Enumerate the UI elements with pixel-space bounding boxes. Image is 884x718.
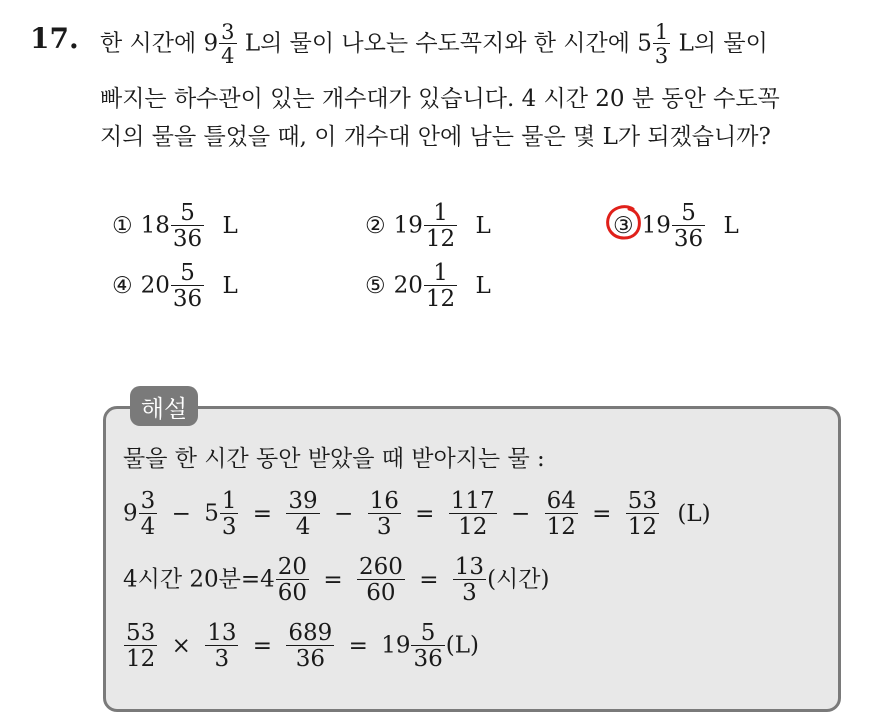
fraction: $\frac{5}{36}$: [172, 200, 203, 252]
question-text: L의 물이 나오는 수도꼭지와 한 시간에 5: [244, 30, 652, 57]
solution-line-2: 9 $\frac{3}{4}$ − 5 $\frac{1}{3}$ = $\frac{39}{4}$ − $\frac{16}{3}$ = $\frac{117}{12}$ − $\frac{64}{12}$ = $\frac{53}{12}$ (L): [123, 488, 711, 540]
choice-4[interactable]: ④ 20 $\frac{5}{36}$ L: [112, 260, 238, 312]
solution-line-1: 물을 한 시간 동안 받았을 때 받아지는 물 :: [123, 446, 545, 472]
fraction: $\frac{64}{12}$: [546, 488, 576, 540]
fraction: $\frac{1}{12}$: [425, 200, 456, 252]
fraction: $\frac{1}{3}$: [654, 20, 669, 68]
fraction: $\frac{53}{12}$: [126, 620, 156, 672]
fraction: $\frac{3}{4}$: [221, 20, 235, 68]
question-line-1: [100, 22, 768, 67]
choice-1[interactable]: ① 18 $\frac{5}{36}$ L: [112, 200, 238, 252]
fraction: $\frac{13}{3}$: [454, 554, 485, 606]
fraction: $\frac{5}{36}$: [413, 620, 443, 672]
fraction: $\frac{53}{12}$: [627, 488, 658, 540]
choice-5[interactable]: ⑤ 20 $\frac{1}{12}$ L: [365, 260, 491, 312]
fraction: $\frac{3}{4}$: [140, 488, 156, 540]
question-line-2: 빠지는 하수관이 있는 개수대가 있습니다. 4 시간 20 분 동안 수도꼭: [100, 86, 780, 112]
fraction: $\frac{260}{60}$: [358, 554, 403, 606]
question-number: 17.: [30, 22, 79, 55]
choice-2[interactable]: ② 19 $\frac{1}{12}$ L: [365, 200, 491, 252]
fraction: $\frac{13}{3}$: [207, 620, 237, 672]
question-text: 한 시간에 9: [100, 30, 219, 57]
fraction: $\frac{5}{36}$: [673, 200, 704, 252]
question-text: L의 물이: [678, 30, 768, 57]
fraction: $\frac{20}{60}$: [277, 554, 308, 606]
solution-line-4: $\frac{53}{12}$ × $\frac{13}{3}$ = $\frac{689}{36}$ = 19 $\frac{5}{36}$ (L): [126, 620, 479, 672]
fraction: $\frac{117}{12}$: [450, 488, 495, 540]
fraction: $\frac{1}{3}$: [221, 488, 237, 540]
fraction: $\frac{5}{36}$: [172, 260, 203, 312]
solution-label: 해설: [130, 386, 198, 426]
answer-circle-mark: [605, 205, 643, 241]
fraction: $\frac{1}{12}$: [425, 260, 456, 312]
fraction: $\frac{16}{3}$: [369, 488, 399, 540]
choice-3[interactable]: ③ 19 $\frac{5}{36}$ L: [613, 200, 739, 252]
fraction: $\frac{689}{36}$: [288, 620, 333, 672]
question-line-3: 지의 물을 틀었을 때, 이 개수대 안에 남는 물은 몇 L가 되겠습니까?: [100, 124, 771, 150]
solution-line-3: 4시간 20분=4 $\frac{20}{60}$ = $\frac{260}{60}$ = $\frac{13}{3}$ (시간): [123, 554, 550, 606]
fraction: $\frac{39}{4}$: [288, 488, 318, 540]
